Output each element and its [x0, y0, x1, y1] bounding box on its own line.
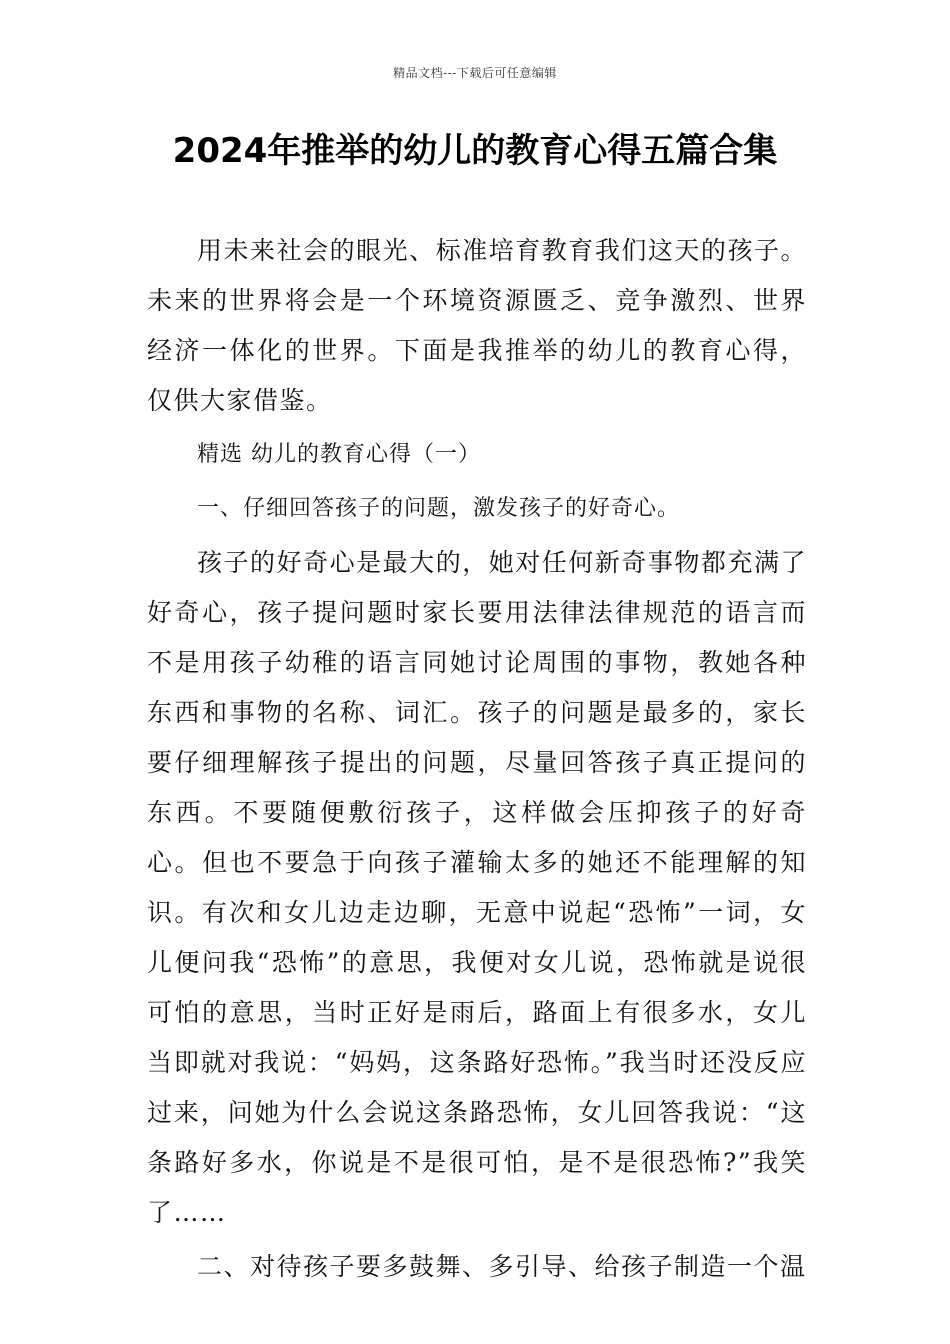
- header-note: 精品文档---下载后可任意编辑: [393, 66, 557, 80]
- subheading-two: 二、对待孩子要多鼓舞、多引导、给孩子制造一个温: [197, 1252, 807, 1281]
- paragraph-curiosity: 孩子的好奇心是最大的，她对任何新奇事物都充满了好奇心，孩子提问题时家长要用法律法律规范的语言而不是用孩子幼稚的语言同她讨论周围的事物，教她各种东西和事物的名称、词汇。孩子的问题是最多的，家长要仔细理解孩子提出的问题，尽量回答孩子真正提问的东西。不要随便敷衍孩子，这样做会压抑孩子的好奇心。但也不要急于向孩子灌输太多的她还不能理解的知识。有次和女儿边走边聊，无意中说起“恐怖”一词，女儿便问我“恐怖”的意思，我便对女儿说，恐怖就是说很可怕的意思，当时正好是雨后，路面上有很多水，女儿当即就对我说：“妈妈，这条路好恐怖。”我当时还没反应过来，问她为什么会说这条路恐怖，女儿回答我说：“这条路好多水，你说是不是很可怕，是不是很恐怖?”我笑了……: [147, 548, 807, 1227]
- paragraph-intro: 用未来社会的眼光、标准培育教育我们这天的孩子。未来的世界将会是一个环境资源匮乏、竞争激烈、世界经济一体化的世界。下面是我推举的幼儿的教育心得，仅供大家借鉴。: [147, 236, 807, 415]
- section-heading: 精选 幼儿的教育心得（一）: [197, 442, 481, 467]
- subheading-one: 一、仔细回答孩子的问题，激发孩子的好奇心。: [197, 496, 681, 521]
- document-body: [147, 226, 807, 1296]
- document-title: 2024年推举的幼儿的教育心得五篇合集: [172, 131, 778, 171]
